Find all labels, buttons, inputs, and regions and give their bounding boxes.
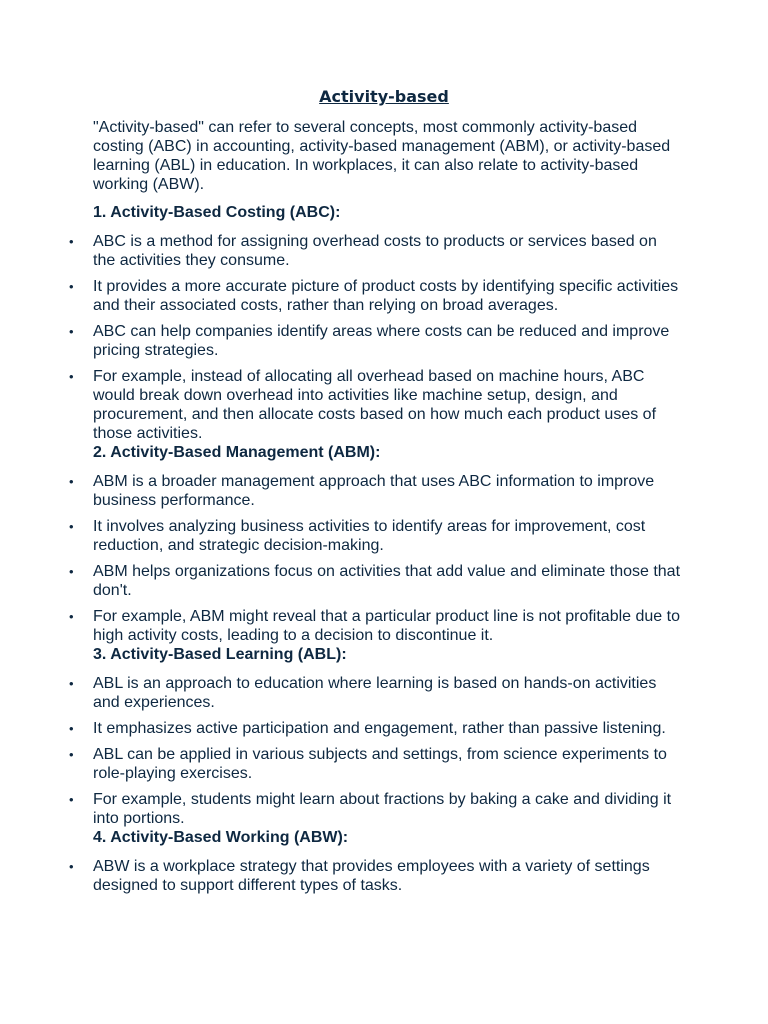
list-item [69,562,683,600]
list-item [69,277,683,315]
bullet-icon: • [69,369,74,384]
bullet-icon: • [69,609,74,624]
list-item [69,674,683,712]
list-item-text: For example, instead of allocating all overhead based on machine hours, ABC would break down overhead into activities like machine setup, design, and procurement, and then allocate costs based on how much each product uses of those activities. [93,368,657,442]
list-item [69,232,683,270]
list-item [69,517,683,555]
bullet-icon: • [69,747,74,762]
list-item-text: For example, students might learn about fractions by baking a cake and dividing it into portions. [93,791,672,827]
bullet-list-abc [69,232,683,443]
list-item [69,719,683,738]
document-body [69,118,683,895]
section-heading-abl: 3. Activity-Based Learning (ABL): [93,646,347,663]
intro-paragraph: "Activity-based" can refer to several concepts, most commonly activity-based costing (ABC) in accounting, activity-based management (ABM), or activity-based learning (ABL) in education. In workplaces, it can also relate to activity-based working (ABW). [93,119,671,193]
bullet-icon: • [69,859,74,874]
list-item [69,745,683,783]
list-item [69,607,683,645]
bullet-icon: • [69,279,74,294]
list-item-text: It involves analyzing business activities to identify areas for improvement, cost reduction, and strategic decision-making. [93,518,646,554]
list-item-text: ABC can help companies identify areas where costs can be reduced and improve pricing strategies. [93,323,670,359]
bullet-list-abw [69,857,683,895]
list-item-text: It emphasizes active participation and engagement, rather than passive listening. [93,720,666,737]
bullet-icon: • [69,474,74,489]
list-item-text: It provides a more accurate picture of product costs by identifying specific activities and their associated costs, rather than relying on broad averages. [93,278,679,314]
bullet-list-abl [69,674,683,828]
list-item [69,322,683,360]
list-item-text: ABW is a workplace strategy that provides employees with a variety of settings designed to support different types of tasks. [93,858,650,894]
list-item [69,857,683,895]
bullet-icon: • [69,519,74,534]
list-item [69,472,683,510]
list-item-text: ABL can be applied in various subjects and settings, from science experiments to role-playing exercises. [93,746,667,782]
section-heading-abc: 1. Activity-Based Costing (ABC): [93,204,341,221]
list-item-text: ABL is an approach to education where learning is based on hands-on activities and experiences. [93,675,657,711]
list-item-text: ABC is a method for assigning overhead costs to products or services based on the activities they consume. [93,233,657,269]
bullet-icon: • [69,324,74,339]
bullet-icon: • [69,234,74,249]
section-heading-abw: 4. Activity-Based Working (ABW): [93,829,349,846]
bullet-icon: • [69,676,74,691]
document-title: Activity-based [319,87,449,106]
list-item-text: ABM helps organizations focus on activities that add value and eliminate those that don't. [93,563,681,599]
list-item-text: ABM is a broader management approach that uses ABC information to improve business performance. [93,473,655,509]
list-item-text: For example, ABM might reveal that a particular product line is not profitable due to high activity costs, leading to a decision to discontinue it. [93,608,680,644]
list-item [69,367,683,443]
section-heading-abm: 2. Activity-Based Management (ABM): [93,444,381,461]
bullet-icon: • [69,721,74,736]
list-item [69,790,683,828]
bullet-icon: • [69,564,74,579]
bullet-icon: • [69,792,74,807]
bullet-list-abm [69,472,683,645]
